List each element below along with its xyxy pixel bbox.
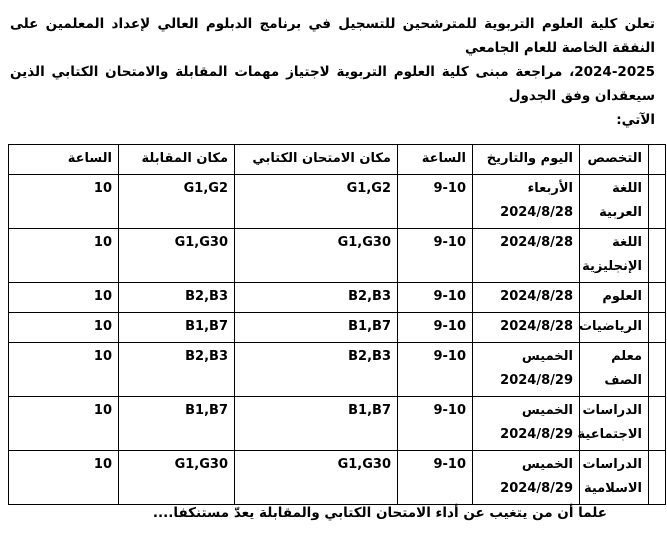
cell-specialty: اللغة الإنجليزية [580, 229, 649, 283]
cell-day-date [473, 229, 580, 283]
header-interview-time: الساعة [9, 145, 119, 175]
exam-schedule-table [8, 144, 666, 505]
header-interview-place: مكان المقابلة [119, 145, 235, 175]
cell-day: الأربعاء [527, 181, 573, 196]
cell-time-value: 9-10 [433, 457, 466, 472]
table-row [9, 229, 666, 283]
cell-interview-place: B2,B3 [119, 343, 235, 397]
cell-day-date [473, 175, 580, 229]
cell-time [398, 397, 473, 451]
cell-time [398, 283, 473, 313]
cell-time-value: 9-10 [433, 349, 466, 364]
cell-exam-place: B2,B3 [235, 283, 398, 313]
header-time: الساعة [398, 145, 473, 175]
cell-day-date [473, 397, 580, 451]
cell-interview-place: B1,B7 [119, 397, 235, 451]
cell-time-value: 9-10 [433, 181, 466, 196]
row-blank-cell [649, 397, 666, 451]
cell-interview-time: 10 [9, 451, 119, 505]
cell-date: 2024/8/28 [500, 235, 573, 250]
cell-specialty: معلم الصف [580, 343, 649, 397]
cell-time [398, 229, 473, 283]
cell-specialty: اللغة العربية [580, 175, 649, 229]
cell-date: 2024/8/28 [500, 205, 573, 220]
cell-specialty: الدراسات الاجتماعية [580, 397, 649, 451]
cell-date: 2024/8/29 [500, 427, 573, 442]
cell-interview-time: 10 [9, 229, 119, 283]
cell-time-value: 9-10 [433, 235, 466, 250]
cell-day: الخميس [521, 457, 573, 472]
table-row [9, 451, 666, 505]
cell-exam-place: B2,B3 [235, 343, 398, 397]
cell-date: 2024/8/29 [500, 373, 573, 388]
header-specialty: التخصص [580, 145, 649, 175]
announcement-line-2: 2024-2025، مراجعة مبنى كلية العلوم التربوية لاجتياز مهمات المقابلة والامتحان الكتابي الذين سيعقدان وفق الجدول [10, 64, 655, 104]
cell-day: الخميس [521, 403, 573, 418]
cell-exam-place: G1,G30 [235, 451, 398, 505]
announcement-text [10, 12, 655, 132]
cell-specialty: الدراسات الاسلامية [580, 451, 649, 505]
cell-interview-place: G1,G30 [119, 451, 235, 505]
header-day-date: اليوم والتاريخ [473, 145, 580, 175]
announcement-line-3: الآتي: [616, 112, 655, 128]
header-exam-place: مكان الامتحان الكتابي [235, 145, 398, 175]
row-blank-cell [649, 283, 666, 313]
cell-specialty: الرياضيات [580, 313, 649, 343]
cell-interview-place: G1,G2 [119, 175, 235, 229]
cell-day: الخميس [521, 349, 573, 364]
cell-interview-place: B1,B7 [119, 313, 235, 343]
announcement-line-1: تعلن كلية العلوم التربوية للمترشحين للتسجيل في برنامج الدبلوم العالي لإعداد المعلمين على النفقة الخاصة للعام الجامعي [10, 16, 655, 56]
table-row [9, 283, 666, 313]
table-row [9, 397, 666, 451]
cell-specialty: العلوم [580, 283, 649, 313]
cell-time-value: 9-10 [433, 289, 466, 304]
cell-interview-time: 10 [9, 175, 119, 229]
cell-date: 2024/8/28 [500, 289, 573, 304]
cell-interview-place: B2,B3 [119, 283, 235, 313]
cell-interview-time: 10 [9, 397, 119, 451]
header-blank-cell [649, 145, 666, 175]
cell-exam-place: G1,G30 [235, 229, 398, 283]
row-blank-cell [649, 451, 666, 505]
cell-exam-place: B1,B7 [235, 313, 398, 343]
row-blank-cell [649, 229, 666, 283]
row-blank-cell [649, 313, 666, 343]
cell-interview-place: G1,G30 [119, 229, 235, 283]
cell-interview-time: 10 [9, 283, 119, 313]
cell-date: 2024/8/28 [500, 319, 573, 334]
cell-time [398, 451, 473, 505]
table-row [9, 175, 666, 229]
cell-interview-time: 10 [9, 343, 119, 397]
table-row [9, 343, 666, 397]
cell-date: 2024/8/29 [500, 481, 573, 496]
row-blank-cell [649, 175, 666, 229]
cell-day-date [473, 343, 580, 397]
cell-time-value: 9-10 [433, 403, 466, 418]
absence-notice: علما أن من يتغيب عن أداء الامتحان الكتابي والمقابلة يعدّ مستنكفا.... [152, 505, 607, 521]
cell-interview-time: 10 [9, 313, 119, 343]
cell-day-date [473, 451, 580, 505]
cell-time [398, 175, 473, 229]
table-header-row [9, 145, 666, 175]
row-blank-cell [649, 343, 666, 397]
cell-time [398, 313, 473, 343]
cell-day-date [473, 283, 580, 313]
cell-exam-place: B1,B7 [235, 397, 398, 451]
cell-exam-place: G1,G2 [235, 175, 398, 229]
cell-day-date [473, 313, 580, 343]
cell-time-value: 9-10 [433, 319, 466, 334]
table-row [9, 313, 666, 343]
cell-time [398, 343, 473, 397]
